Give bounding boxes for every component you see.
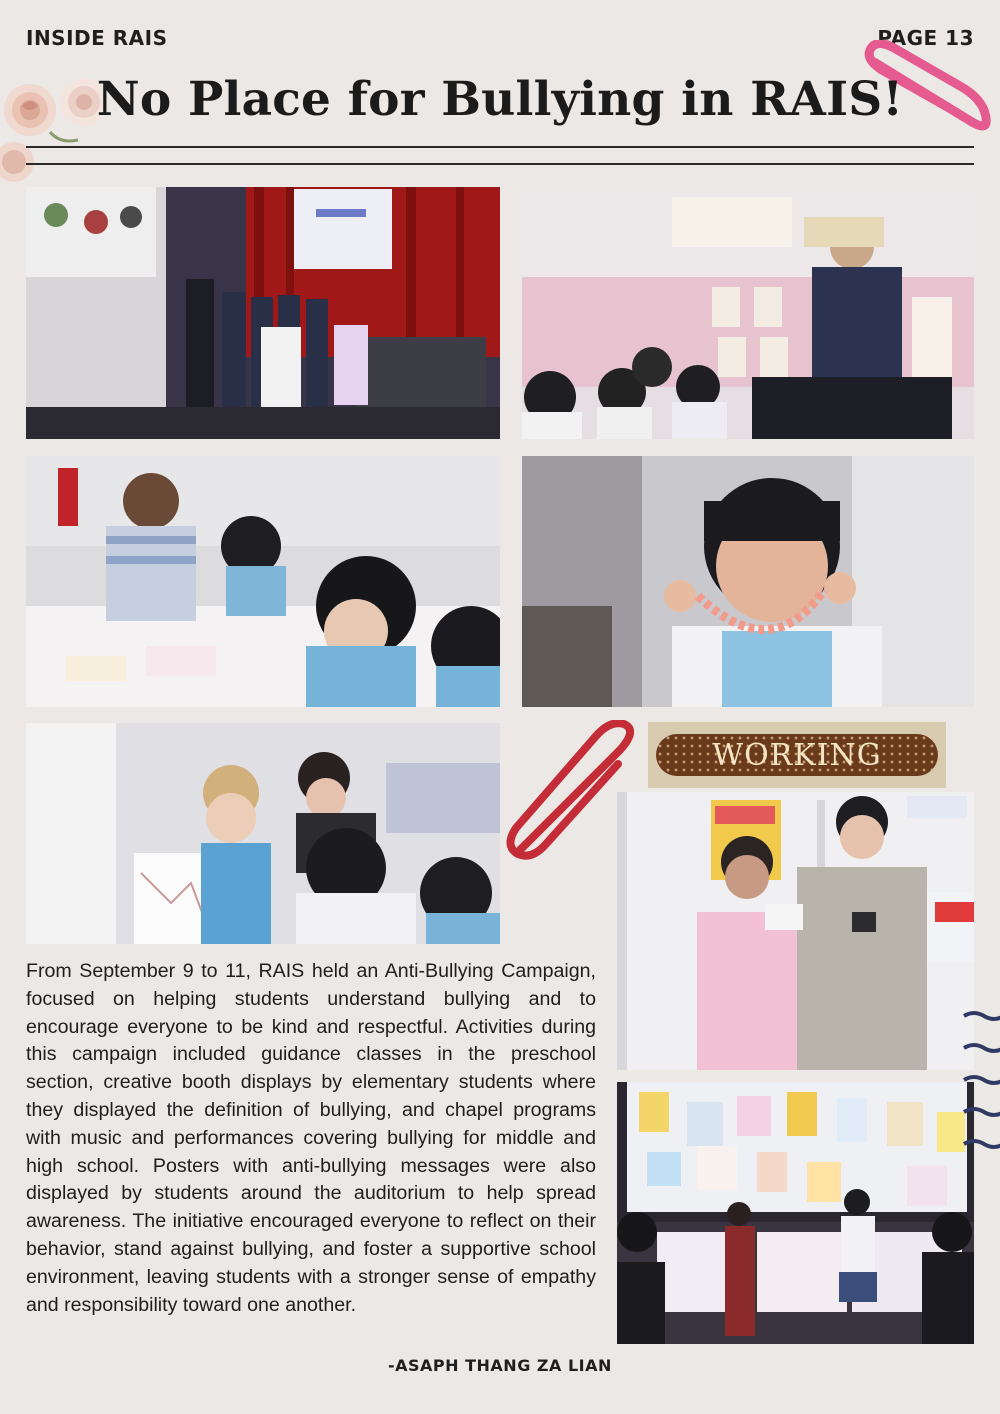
rose-icon — [0, 142, 34, 182]
article-body: From September 9 to 11, RAIS held an Anti-Bullying Campaign, focused on helping students understand bullying and to encourage everyone to be kind and respectful. Activities during this campaign included guidance classes in the preschool section, creative booth displays by elementary students where they displayed the definition of bullying, and chapel programs with music and performances covering bullying for middle and high school. Posters with anti-bullying messages were also displayed by students around the auditorium to help spread awareness. The initiative encouraged everyone to reflect on their behavior, stand against bullying, and foster a supportive school environment, leaving students with a stronger sense of empathy and responsibility toward one another. — [26, 960, 596, 1316]
photo-wall-drawing — [26, 723, 500, 944]
page-number: PAGE 13 — [877, 26, 974, 50]
wavy-stripes-decoration — [960, 1008, 1000, 1158]
page-title: No Place for Bullying in RAIS! — [96, 72, 904, 127]
photo-chapel-performance — [26, 187, 500, 439]
photo-booth-presenters — [617, 792, 974, 1070]
section-label: INSIDE RAIS — [26, 26, 168, 50]
photo-boy-with-bracelet — [522, 456, 974, 707]
working-label: WORKING — [712, 738, 882, 773]
photo-stage-speakers — [617, 1082, 974, 1344]
title-rule-top — [26, 146, 974, 148]
photo-bracelet-craft — [26, 456, 500, 707]
title-rule-bottom — [26, 163, 974, 165]
photo-preschool-guidance — [522, 187, 974, 439]
working-label-pill — [656, 734, 938, 776]
article-byline: -ASAPH THANG ZA LIAN — [388, 1356, 612, 1375]
working-banner — [648, 722, 946, 788]
